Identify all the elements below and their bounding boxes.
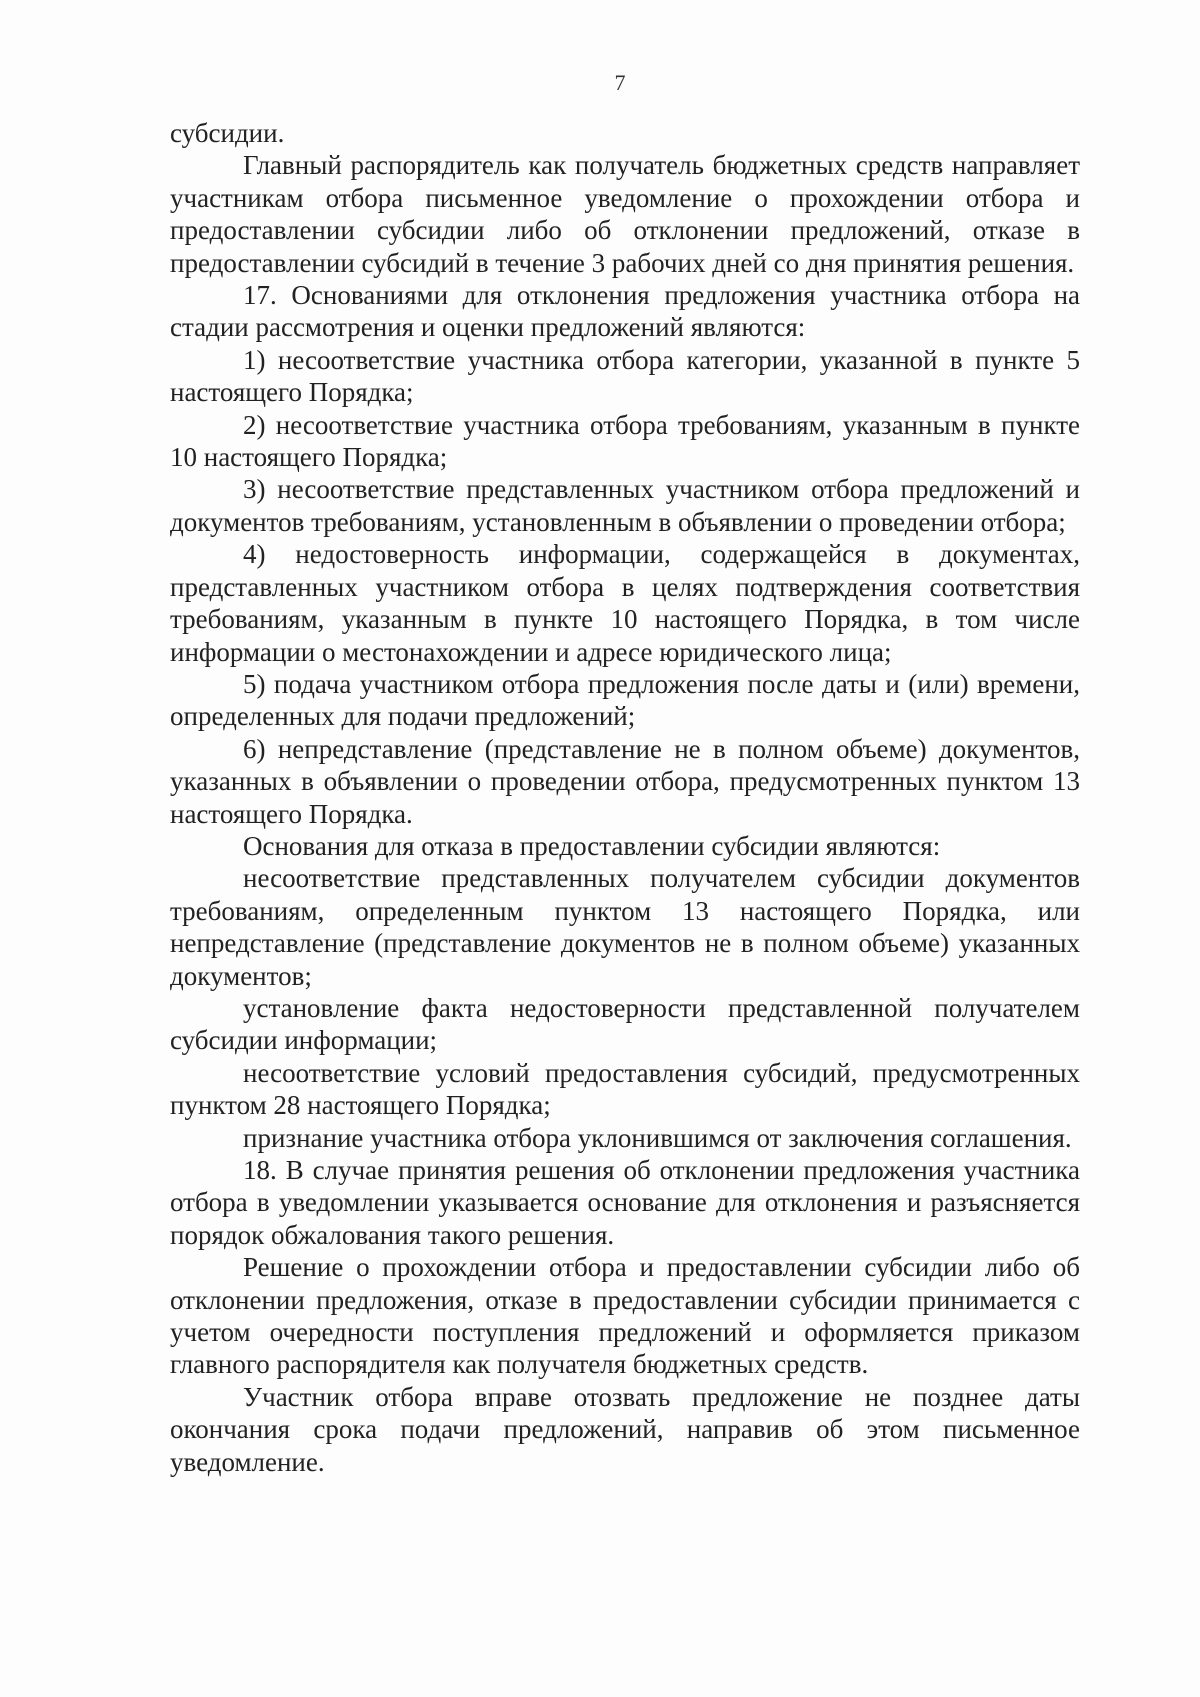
list-item-2: 2) несоответствие участника отбора требованиям, указанным в пункте 10 настоящего Порядка; [170, 409, 1080, 473]
list-item-4: 4) недостоверность информации, содержащейся в документах, представленных участником отбора в целях подтверждения соответствия требованиям, указанным в пункте 10 настоящего Порядка, в том числе информации о местонахождении и адресе юридического лица; [170, 539, 1080, 667]
refusal-ground-3: несоответствие условий предоставления субсидий, предусмотренных пунктом 28 настоящего Порядка; [170, 1057, 1080, 1121]
page-number: 7 [614, 70, 626, 95]
list-item-1: 1) несоответствие участника отбора категории, указанной в пункте 5 настоящего Порядка; [170, 344, 1080, 408]
paragraph-notification: Главный распорядитель как получатель бюджетных средств направляет участникам отбора письменное уведомление о прохождении отбора и предоставлении субсидии либо об отклонении предложений, отказе в предоставлении субсидий в течение 3 рабочих дней со дня принятия решения. [170, 150, 1080, 278]
document-body [170, 117, 1080, 1478]
paragraph-17-heading: 17. Основаниями для отклонения предложения участника отбора на стадии рассмотрения и оценки предложений являются: [170, 280, 1080, 343]
refusal-ground-1: несоответствие представленных получателем субсидии документов требованиям, определенным пунктом 13 настоящего Порядка, или непредставление (представление документов не в полном объеме) указанных документов; [170, 863, 1080, 991]
paragraph-18: 18. В случае принятия решения об отклонении предложения участника отбора в уведомлении указывается основание для отклонения и разъясняется порядок обжалования такого решения. [170, 1155, 1080, 1250]
refusal-ground-2: установление факта недостоверности представленной получателем субсидии информации; [170, 992, 1080, 1056]
list-item-6: 6) непредставление (представление не в полном объеме) документов, указанных в объявлении о проведении отбора, предусмотренных пунктом 13 настоящего Порядка. [170, 733, 1080, 829]
paragraph-withdrawal: Участник отбора вправе отозвать предложение не позднее даты окончания срока подачи предложений, направив об этом письменное уведомление. [170, 1381, 1080, 1477]
paragraph-refusal-grounds: Основания для отказа в предоставлении субсидии являются: [243, 830, 941, 861]
refusal-ground-4: признание участника отбора уклонившимся от заключения соглашения. [243, 1122, 1072, 1153]
paragraph-decision: Решение о прохождении отбора и предоставлении субсидии либо об отклонении предложения, отказе в предоставлении субсидии принимается с учетом очередности поступления предложений и оформляется приказом главного распорядителя как получателя бюджетных средств. [170, 1252, 1080, 1380]
list-item-3: 3) несоответствие представленных участником отбора предложений и документов требованиям, установленным в объявлении о проведении отбора; [170, 474, 1080, 537]
list-item-5: 5) подача участником отбора предложения после даты и (или) времени, определенных для подачи предложений; [170, 668, 1080, 732]
paragraph-continuation: субсидии. [170, 118, 285, 148]
